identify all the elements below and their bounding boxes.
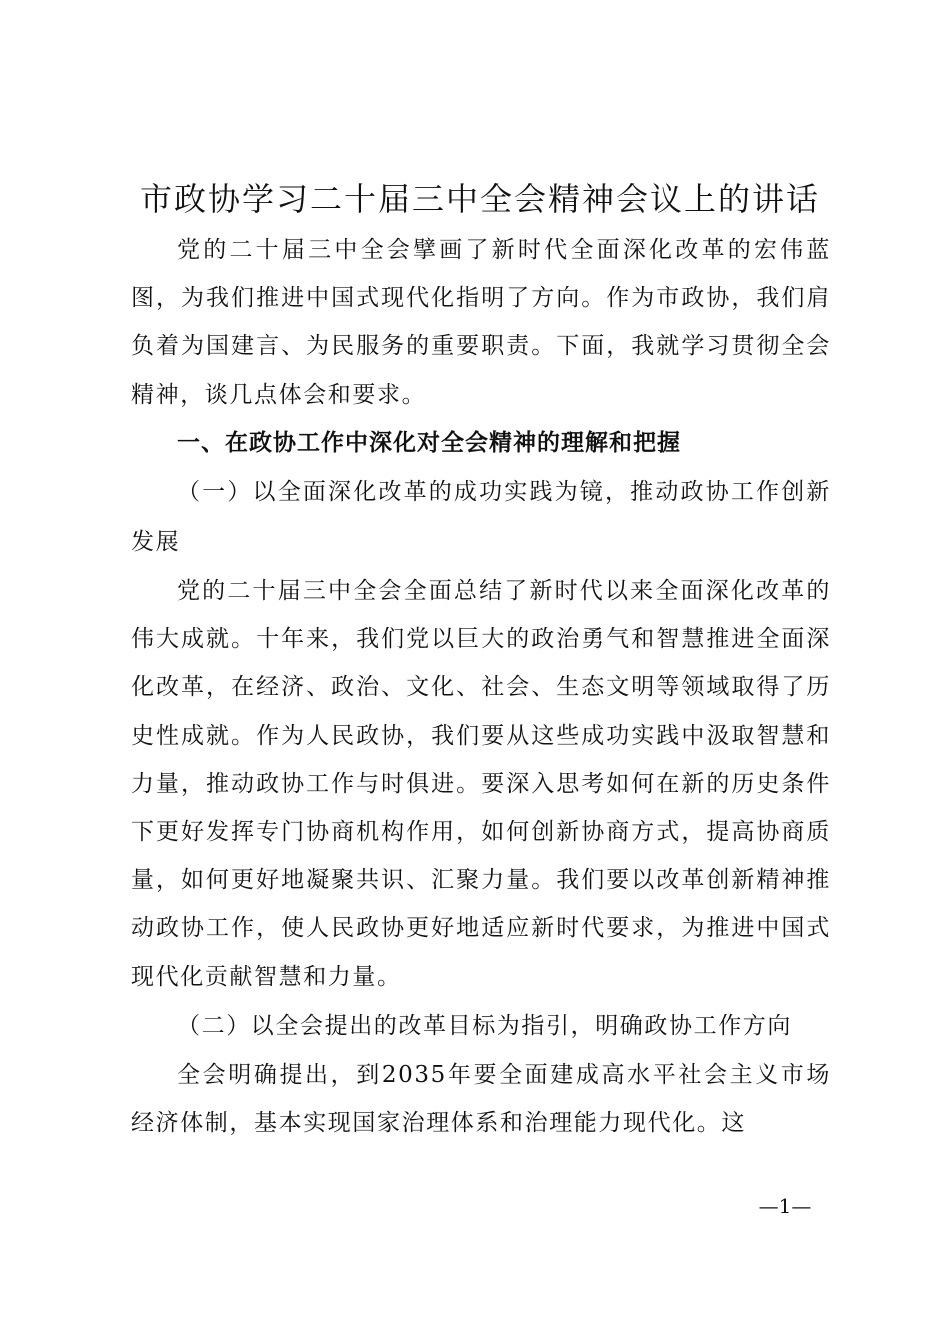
subsection-1-paragraph: 党的二十届三中全会全面总结了新时代以来全面深化改革的伟大成就。十年来，我们党以巨大的政治勇气和智慧推进全面深化改革，在经济、政治、文化、社会、生态文明等领域取得了历史性成就。作为人民政协，我们要从这些成功实践中汲取智慧和力量，推动政协工作与时俱进。要深入思考如何在新的历史条件下更好发挥专门协商机构作用，如何创新协商方式，提高协商质量，如何更好地凝聚共识、汇聚力量。我们要以改革创新精神推动政协工作，使人民政协更好地适应新时代要求，为推进中国式现代化贡献智慧和力量。 [131,578,831,990]
subsection-1-heading: （一）以全面深化改革的成功实践为镜，推动政协工作创新发展 [131,479,831,556]
subsection-2-heading: （二）以全会提出的改革目标为指引，明确政协工作方向 [177,1012,792,1039]
intro-paragraph: 党的二十届三中全会擘画了新时代全面深化改革的宏伟蓝图，为我们推进中国式现代化指明了方向。作为市政协，我们肩负着为国建言、为民服务的重要职责。下面，我就学习贯彻全会精神，谈几点体会和要求。 [131,237,831,408]
subsection-2-paragraph: 全会明确提出，到2035年要全面建成高水平社会主义市场经济体制，基本实现国家治理体系和治理能力现代化。这 [131,1061,831,1137]
document-title: 市政协学习二十届三中全会精神会议上的讲话 [139,180,820,218]
document-body [131,226,831,1147]
section-1-heading: 一、在政协工作中深化对全会精神的理解和把握 [177,429,681,456]
page-number: —1— [758,1194,812,1218]
